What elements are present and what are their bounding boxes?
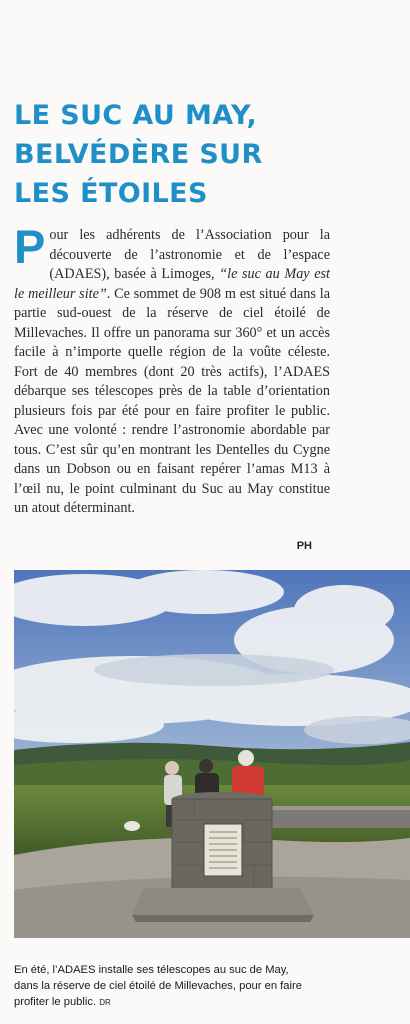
author-byline: PH xyxy=(296,540,312,552)
headline-line-3: LES ÉTOILES xyxy=(14,178,208,209)
landscape-photo-illustration xyxy=(14,570,410,938)
lead-text: our les adhérents de l’Association pour la découverte de l’astronomie et de l’espace (ADAES), basée à Limoges, xyxy=(49,227,330,282)
article-headline xyxy=(14,96,394,213)
photo-caption xyxy=(14,962,304,1011)
headline-line-2: BELVÉDÈRE SUR xyxy=(14,139,263,170)
headline-line-1: LE SUC AU MAY, xyxy=(14,100,258,131)
article-body xyxy=(14,220,331,519)
quote-text: “le suc au May est le meilleur site” xyxy=(14,266,331,302)
photo-credit: DR xyxy=(99,998,111,1007)
caption-text: En été, l’ADAES installe ses télescopes au suc de May, dans la réserve de ciel étoilé de Millevaches, pour en faire profiter le public. xyxy=(14,964,302,1008)
article-photo xyxy=(14,570,410,938)
body-text: . Ce sommet de 908 m est situé dans la partie sud-ouest de la réserve de ciel étoilé de Millevaches. Il offre un panorama sur 360° et un accès facile à n’importe quelle région de la voûte céleste. Fort de 40 membres (dont 20 très actifs), l’ADAES débarque ses télescopes près de la table d’orientation plusieurs fois par été pour en faire profiter le public. Avec une volonté : rendre l’astronomie abordable par tous. C’est sûr qu’en montrant les Dentelles du Cygne dans un Dobson ou en faisant repérer l’amas M13 à l’œil nu, le point culminant du Suc au May constitue un atout déterminant. xyxy=(14,285,330,516)
article-paragraph xyxy=(14,220,331,519)
drop-cap: P xyxy=(14,220,46,273)
